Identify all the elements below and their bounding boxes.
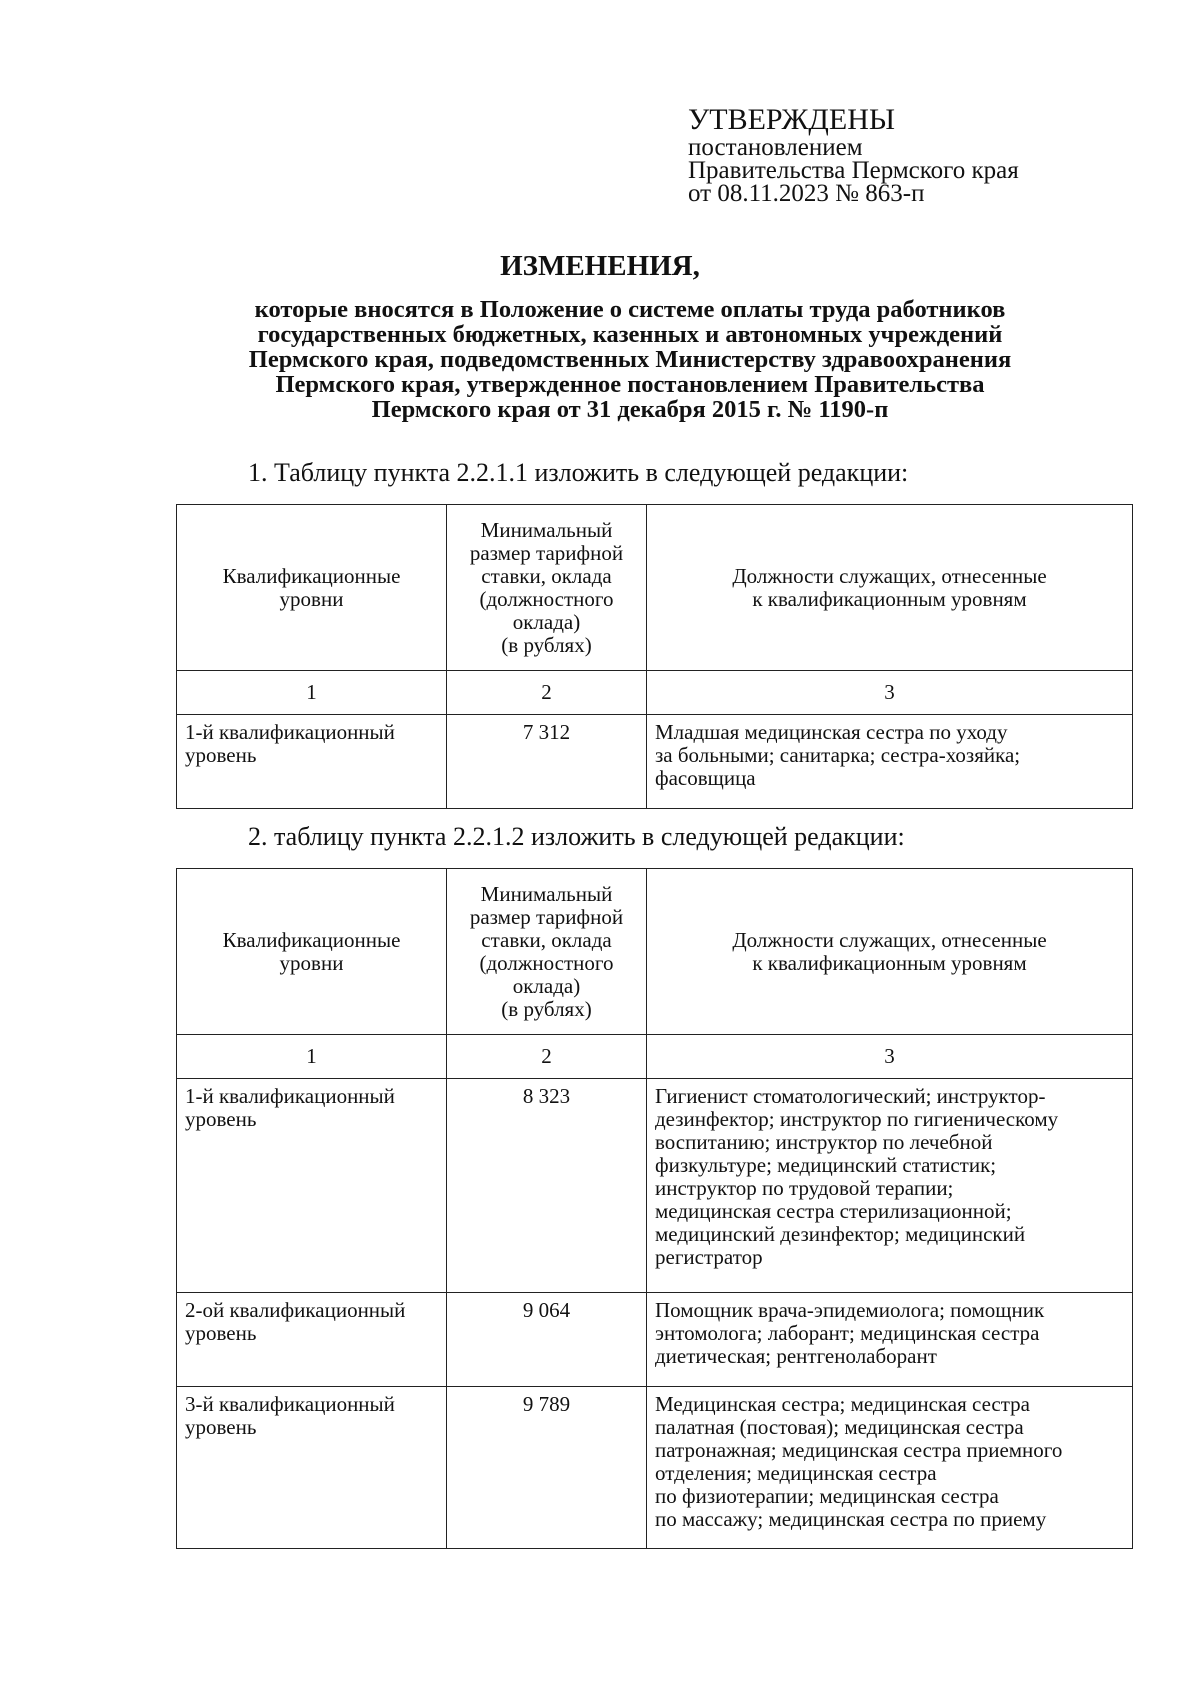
positions-cell: Младшая медицинская сестра по уходу за больными; санитарка; сестра-хозяйка; фасовщица (647, 715, 1133, 809)
approval-stamp (688, 104, 1019, 205)
salary-cell: 9 789 (447, 1387, 647, 1549)
header-cell-levels: Квалификационные уровни (177, 505, 447, 671)
positions-cell: Медицинская сестра; медицинская сестра палатная (постовая); медицинская сестра патронажная; медицинская сестра приемного отделения; медицинская сестра по физиотерапии; медицинская сестра по массажу; медицинская сестра по приему (647, 1387, 1133, 1549)
header-cell-positions: Должности служащих, отнесенные к квалификационным уровням (647, 869, 1133, 1035)
positions-cell: Помощник врача-эпидемиолога; помощник энтомолога; лаборант; медицинская сестра диетическая; рентгенолаборант (647, 1293, 1133, 1387)
table-header-row (177, 869, 1133, 1035)
table-row (177, 1079, 1133, 1293)
salary-cell: 8 323 (447, 1079, 647, 1293)
document-title: ИЗМЕНЕНИЯ, (500, 250, 700, 282)
subtitle-line: государственных бюджетных, казенных и автономных учреждений (257, 321, 1003, 348)
salary-cell: 7 312 (447, 715, 647, 809)
header-cell-levels: Квалификационные уровни (177, 869, 447, 1035)
table-section1 (176, 504, 1133, 809)
table-row (177, 1387, 1133, 1549)
document-subtitle (180, 297, 1080, 422)
header-cell-salary: Минимальный размер тарифной ставки, оклада (должностного оклада) (в рублях) (447, 505, 647, 671)
approval-line: постановлением (688, 134, 863, 161)
salary-cell: 9 064 (447, 1293, 647, 1387)
table-row (177, 1293, 1133, 1387)
column-number-row: 1 2 3 (177, 1035, 1133, 1079)
approval-line: от 08.11.2023 № 863-п (688, 180, 925, 207)
subtitle-line: которые вносятся в Положение о системе оплаты труда работников (254, 296, 1006, 323)
table-section2 (176, 868, 1133, 1549)
approval-line: Правительства Пермского края (688, 157, 1019, 184)
column-number-row: 1 2 3 (177, 671, 1133, 715)
section2-intro: 2. таблицу пункта 2.2.1.2 изложить в следующей редакции: (248, 822, 905, 851)
positions-cell: Гигиенист стоматологический; инструктор- дезинфектор; инструктор по гигиеническому воспитанию; инструктор по лечебной физкультуре; медицинский статистик; инструктор по трудовой терапии; медицинская сестра стерилизационной; медицинский дезинфектор; медицинский регистратор (647, 1079, 1133, 1293)
subtitle-line: Пермского края, утвержденное постановлением Правительства (275, 371, 985, 398)
subtitle-line: Пермского края, подведомственных Министерству здравоохранения (248, 346, 1012, 373)
approval-heading: УТВЕРЖДЕНЫ (688, 103, 896, 136)
section1-intro: 1. Таблицу пункта 2.2.1.1 изложить в следующей редакции: (248, 458, 909, 487)
header-cell-salary: Минимальный размер тарифной ставки, оклада (должностного оклада) (в рублях) (447, 869, 647, 1035)
table-row (177, 715, 1133, 809)
table-header-row (177, 505, 1133, 671)
level-cell: 2-ой квалификационный уровень (177, 1293, 447, 1387)
subtitle-line: Пермского края от 31 декабря 2015 г. № 1190-п (371, 396, 889, 423)
header-cell-positions: Должности служащих, отнесенные к квалификационным уровням (647, 505, 1133, 671)
level-cell: 3-й квалификационный уровень (177, 1387, 447, 1549)
level-cell: 1-й квалификационный уровень (177, 715, 447, 809)
level-cell: 1-й квалификационный уровень (177, 1079, 447, 1293)
